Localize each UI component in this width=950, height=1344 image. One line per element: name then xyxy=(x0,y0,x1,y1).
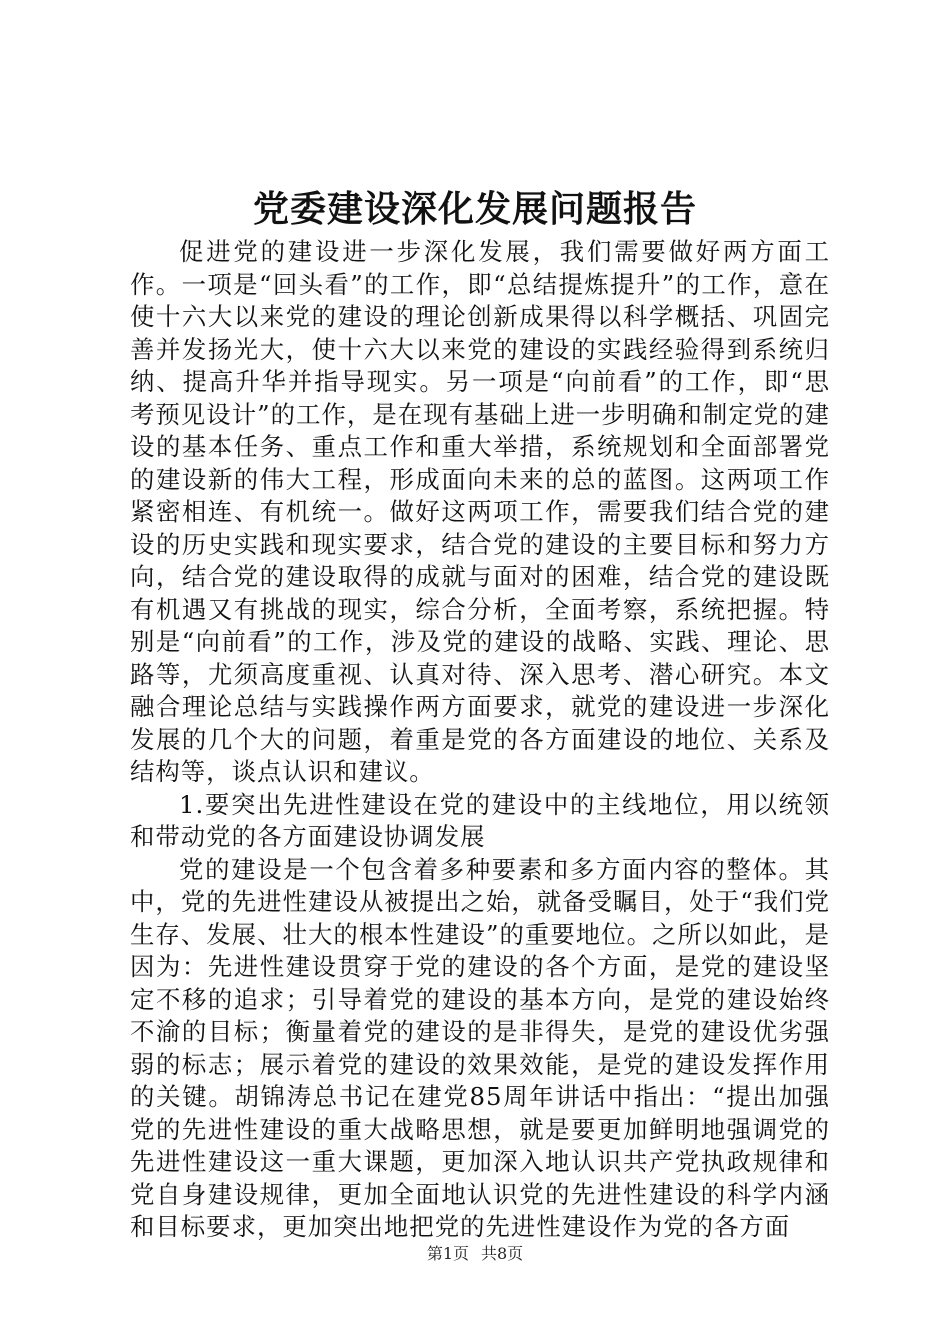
section-paragraph: 党的建设是一个包含着多种要素和多方面内容的整体。其中，党的先进性建设从被提出之始，就备受瞩目，处于“我们党生存、发展、壮大的根本性建设”的重要地位。之所以如此，是因为：先进性建设贯穿于党的建设的各个方面，是党的建设坚定不移的追求；引导着党的建设的基本方向，是党的建设始终不渝的目标；衡量着党的建设的是非得失，是党的建设优劣强弱的标志；展示着党的建设的效果效能，是党的建设发挥作用的关键。胡锦涛总书记在建党85周年讲话中指出：“提出加强党的先进性建设的重大战略思想，就是要更加鲜明地强调党的先进性建设这一重大课题，更加深入地认识共产党执政规律和党自身建设规律，更加全面地认识党的先进性建设的科学内涵和目标要求，更加突出地把党的先进性建设作为党的各方面 xyxy=(130,854,830,1241)
document-body xyxy=(130,236,830,1244)
page-total: 共8页 xyxy=(481,1244,524,1263)
document-title: 党委建设深化发展问题报告 xyxy=(252,188,697,230)
intro-paragraph: 促进党的建设进一步深化发展，我们需要做好两方面工作。一项是“回头看”的工作，即“总结提炼提升”的工作，意在使十六大以来党的建设的理论创新成果得以科学概括、巩固完善并发扬光大，使十六大以来党的建设的实践经验得到系统归纳、提高升华并指导现实。另一项是“向前看”的工作，即“思考预见设计”的工作，是在现有基础上进一步明确和制定党的建设的基本任务、重点工作和重大举措，系统规划和全面部署党的建设新的伟大工程，形成面向未来的总的蓝图。这两项工作紧密相连、有机统一。做好这两项工作，需要我们结合党的建设的历史实践和现实要求，结合党的建设的主要目标和努力方向，结合党的建设取得的成就与面对的困难，结合党的建设既有机遇又有挑战的现实，综合分析，全面考察，系统把握。特别是“向前看”的工作，涉及党的建设的战略、实践、理论、思路等，尤须高度重视、认真对待、深入思考、潜心研究。本文融合理论总结与实践操作两方面要求，就党的建设进一步深化发展的几个大的问题，着重是党的各方面建设的地位、关系及结构等，谈点认识和建议。 xyxy=(130,237,830,786)
page-footer xyxy=(0,1243,950,1265)
section-heading: 1.要突出先进性建设在党的建设中的主线地位，用以统领和带动党的各方面建设协调发展 xyxy=(130,789,830,851)
page-number: 第1页 xyxy=(426,1244,469,1263)
